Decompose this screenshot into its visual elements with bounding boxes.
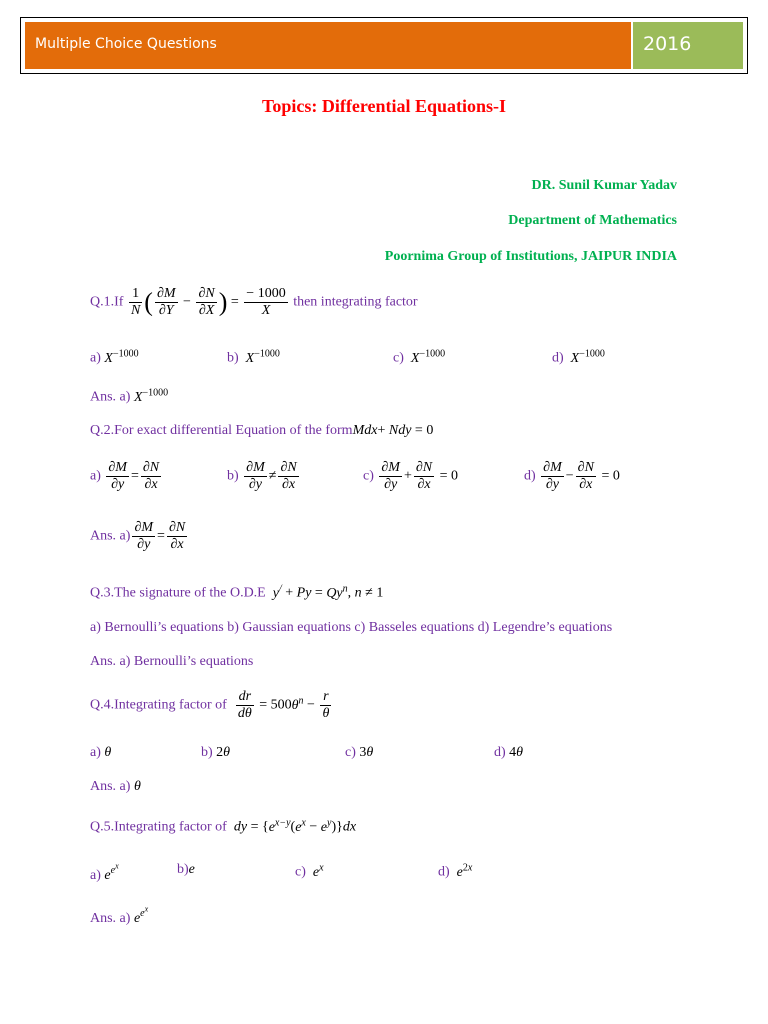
q2-option-d-label: d) [524, 468, 536, 484]
author-name: DR. Sunil Kumar Yadav [531, 178, 677, 193]
question-2: Q.2.For exact differential Equation of the formMdx+ Ndy = 0 [90, 423, 434, 438]
author-institution: Poornima Group of Institutions, JAIPUR INDIA [384, 249, 677, 264]
q4-option-a-label: a) [90, 745, 101, 760]
q1-option-a-label: a) [90, 350, 101, 366]
q1-suffix: then integrating factor [293, 294, 418, 310]
q5-option-d-label: d) [438, 864, 450, 880]
question-5: Q.5.Integrating factor of dy = $\{e^{x-y}(e^x - e^y)\}dx$ [90, 817, 357, 835]
q3-answer: Ans. a) Bernoulli’s equations [90, 654, 254, 669]
q1-option-b-label: b) [227, 350, 239, 366]
q2-option-c-label: c) [363, 468, 374, 484]
q5-option-b-label: b) [177, 862, 189, 877]
q4-option-d-label: d) [494, 745, 506, 760]
q1-answer: Ans. a) $X^{-1000}$ [90, 387, 169, 405]
q2-option-b-label: b) [227, 468, 239, 484]
header-title-bar [25, 22, 631, 69]
q4-prefix: Q.4.Integrating factor of [90, 697, 227, 713]
q2-prefix: Q.2.For exact differential Equation of the form [90, 423, 353, 438]
header-year-box [633, 22, 743, 69]
q4-option-c-label: c) [345, 745, 356, 760]
q4-option-b-label: b) [201, 745, 213, 760]
q4-answer: Ans. a) θ [90, 779, 141, 794]
q2-answer: Ans. a) $\frac{\partial M}{\partial y}$ = $\frac{\partial N}{\partial x}$ [90, 520, 186, 552]
q1-option-c-label: c) [393, 350, 404, 366]
q1-formula-frac: $\frac{1}{N}$ [130, 286, 141, 318]
header-title: Multiple Choice Questions [35, 36, 217, 52]
question-3: Q.3.The signature of the O.D.E $y^/ + Py = Qy^n$, n ≠ 1 [90, 583, 384, 601]
author-department: Department of Mathematics [508, 213, 677, 228]
question-4: Q.4.Integrating factor of $\frac{dr}{d\theta}$ = $500\theta^n$ − $\frac{r}{\theta}$ [90, 689, 330, 721]
q3-options: a) Bernoulli’s equations b) Gaussian equations c) Basseles equations d) Legendre’s equations [90, 620, 613, 635]
q5-option-a-label: a) [90, 867, 101, 883]
q1-prefix: Q.1.If [90, 294, 124, 310]
topic-title: Topics: Differential Equations-I [261, 96, 507, 116]
q2-options: a) $\frac{\partial M}{\partial y}$ = $\frac{\partial N}{\partial x}$ b) $\frac{\partial M}{\partial y}$ ≠ $\frac{\partial N}{\partial x}$ c) $\frac{\partial M}{\partial y}$ + $\frac{\partial N}{\partial x}$ = 0 d) $\frac{\partial M}{\partial y}$ − $\frac{\partial N}{\partial x}$ = 0 [90, 460, 620, 492]
page-header [20, 17, 748, 74]
q2-option-a-label: a) [90, 468, 101, 484]
header-year: 2016 [643, 33, 692, 55]
q3-prefix: Q.3.The signature of the O.D.E [90, 585, 266, 601]
q5-answer: Ans. a) $e^{e^x}$ [90, 905, 149, 926]
q5-option-c-label: c) [295, 864, 306, 880]
q1-option-d-label: d) [552, 350, 564, 366]
question-1: Q.1.If $\frac{1}{N}$ ( $\frac{\partial M}{\partial Y}$ − $\frac{\partial N}{\partial X}$ ) = $\frac{- 1000}{X}$ then integrating factor [90, 286, 418, 318]
q5-prefix: Q.5.Integrating factor of [90, 819, 227, 835]
